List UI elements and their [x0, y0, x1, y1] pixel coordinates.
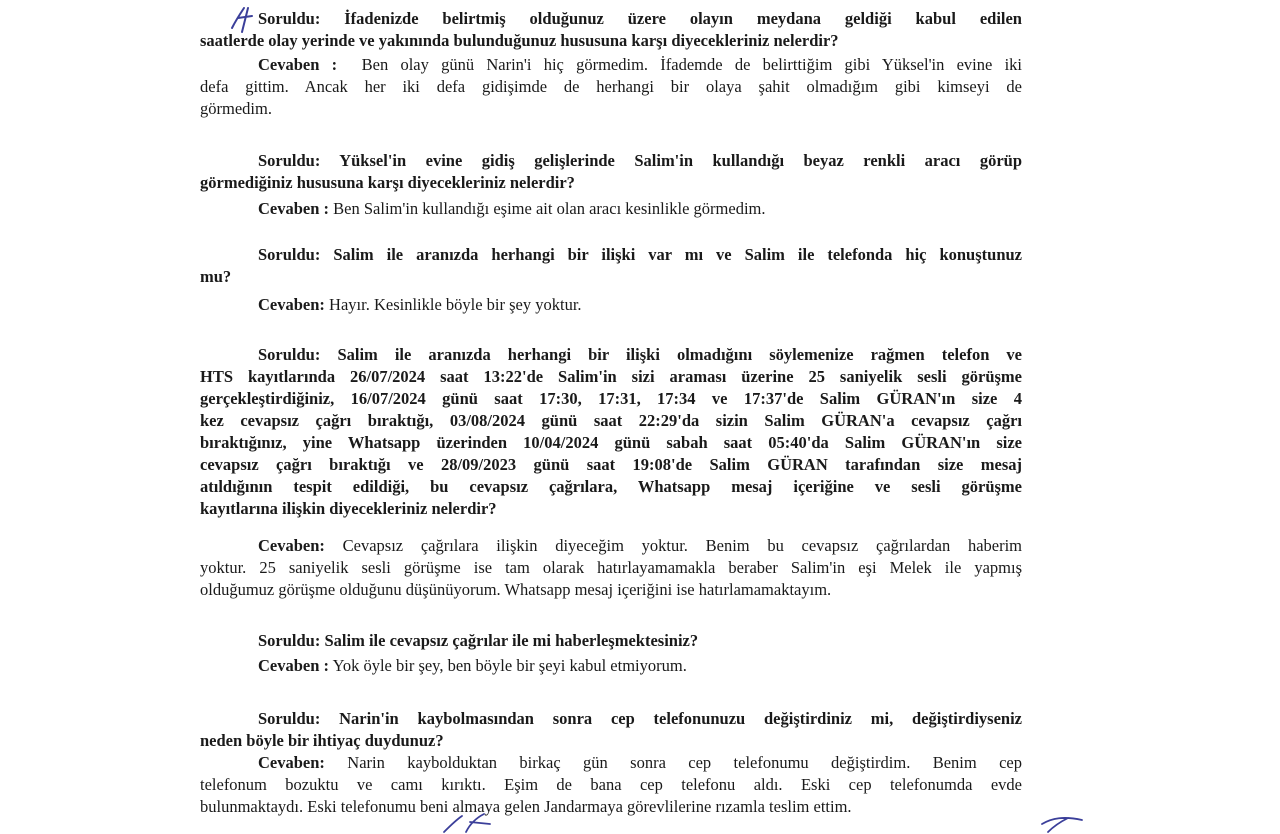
question-text: bıraktığınız, yine Whatsapp üzerinden 10/04/2024 günü sabah saat 05:40'da Salim GÜRAN'ın size — [200, 433, 1022, 452]
question-label: Soruldu: — [258, 345, 321, 364]
question-text: Yüksel'in evine gidiş gelişlerinde Salim'in kullandığı beyaz renkli aracı görüp — [339, 151, 1022, 170]
question-text: saatlerde olay yerinde ve yakınında bulunduğunuz hususuna karşı diyecekleriniz nelerdir? — [200, 31, 839, 50]
pen-mark-bottom-right — [1038, 812, 1088, 834]
question-text: cevapsız çağrı bıraktığı ve 28/09/2023 günü saat 19:08'de Salim GÜRAN tarafından size mesaj — [200, 455, 1022, 474]
answer-text: Hayır. Kesinlikle böyle bir şey yoktur. — [329, 295, 582, 314]
answer-3 — [200, 294, 1022, 316]
question-text: kez cevapsız çağrı bıraktığı, 03/08/2024 günü saat 22:29'da sizin Salim GÜRAN'a cevapsız çağrı — [200, 411, 1022, 430]
question-6 — [200, 708, 1022, 752]
answer-label: Cevaben : — [258, 199, 330, 218]
question-label: Soruldu: — [258, 709, 321, 728]
pen-mark-bottom-left — [440, 812, 500, 834]
question-label: Soruldu: — [258, 151, 321, 170]
question-text: görmediğiniz hususuna karşı diyecekleriniz nelerdir? — [200, 173, 575, 192]
answer-5 — [200, 655, 1022, 677]
answer-text: defa gittim. Ancak her iki defa gidişimde de herhangi bir olaya şahit olmadığım gibi kimseyi de — [200, 77, 1022, 96]
question-3 — [200, 244, 1022, 288]
question-text: HTS kayıtlarında 26/07/2024 saat 13:22'de Salim'in sizi araması üzerine 25 saniyelik sesli görüşme — [200, 367, 1022, 386]
question-label: Soruldu: — [258, 9, 321, 28]
answer-1 — [200, 54, 1022, 120]
answer-text: Ben olay günü Narin'i hiç görmedim. İfademde de belirttiğim gibi Yüksel'in evine iki — [361, 55, 1023, 74]
answer-text: Narin kaybolduktan birkaç gün sonra cep telefonumu değiştirdim. Benim cep — [347, 753, 1022, 772]
question-2 — [200, 150, 1022, 194]
question-text: Salim ile aranızda herhangi bir ilişki var mı ve Salim ile telefonda hiç konuştunuz — [333, 245, 1022, 264]
answer-label: Cevaben: — [258, 295, 325, 314]
question-text: neden böyle bir ihtiyaç duydunuz? — [200, 731, 444, 750]
answer-text: bulunmaktaydı. Eski telefonumu beni almaya gelen Jandarmaya görevlilerine rızamla teslim ettim. — [200, 797, 852, 816]
question-label: Soruldu: — [258, 631, 321, 650]
answer-label: Cevaben: — [258, 536, 325, 555]
answer-text: yoktur. 25 saniyelik sesli görüşme ise tam olarak hatırlayamamakla beraber Salim'in eşi Melek ile yapmış — [200, 558, 1022, 577]
question-text: İfadenizde belirtmiş olduğunuz üzere olayın meydana geldiği kabul edilen — [344, 9, 1022, 28]
answer-6 — [200, 752, 1022, 818]
answer-label: Cevaben : — [258, 55, 338, 74]
question-label: Soruldu: — [258, 245, 321, 264]
question-text: atıldığının tespit edildiği, bu cevapsız çağrılara, Whatsapp mesaj içeriğine ve sesli görüşme — [200, 477, 1022, 496]
question-text: Salim ile cevapsız çağrılar ile mi haberleşmektesiniz? — [324, 631, 699, 650]
answer-text: Yok öyle bir şey, ben böyle bir şeyi kabul etmiyorum. — [332, 656, 687, 675]
answer-4 — [200, 535, 1022, 601]
question-text: kayıtlarına ilişkin diyecekleriniz nelerdir? — [200, 499, 497, 518]
question-text: mu? — [200, 267, 232, 286]
answer-text: telefonum bozuktu ve camı kırıktı. Eşim de bana cep telefonu aldı. Eski cep telefonumda evde — [200, 775, 1022, 794]
answer-text: olduğumuz görüşme olduğunu düşünüyorum. Whatsapp mesaj içeriğini ise hatırlamamaktayım. — [200, 580, 832, 599]
answer-text: Cevapsız çağrılara ilişkin diyeceğim yoktur. Benim bu cevapsız çağrılardan haberim — [342, 536, 1022, 555]
question-text: Salim ile aranızda herhangi bir ilişki olmadığını söylemenize rağmen telefon ve — [337, 345, 1023, 364]
question-1 — [200, 8, 1022, 52]
question-5 — [200, 630, 1022, 652]
answer-text: görmedim. — [200, 99, 272, 118]
answer-2 — [200, 198, 1022, 220]
question-text: Narin'in kaybolmasından sonra cep telefonunuzu değiştirdiniz mi, değiştirdiyseniz — [339, 709, 1023, 728]
answer-text: Ben Salim'in kullandığı eşime ait olan aracı kesinlikle görmedim. — [333, 199, 766, 218]
answer-label: Cevaben: — [258, 753, 325, 772]
question-4 — [200, 344, 1022, 520]
answer-label: Cevaben : — [258, 656, 330, 675]
question-text: gerçekleştirdiğiniz, 16/07/2024 günü saat 17:30, 17:31, 17:34 ve 17:37'de Salim GÜRAN'ın size 4 — [200, 389, 1022, 408]
